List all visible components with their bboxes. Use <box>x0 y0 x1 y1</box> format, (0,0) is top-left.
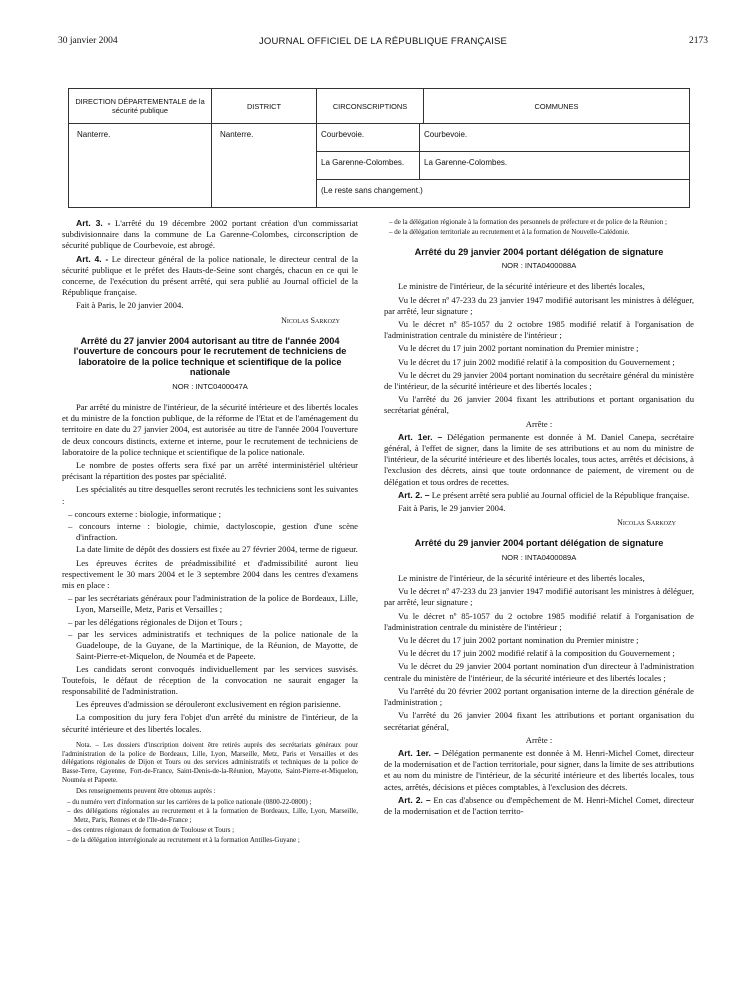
header-date: 30 janvier 2004 <box>58 36 118 46</box>
paragraph: Vu le décret nº 47-233 du 23 janvier 1947 modifié autorisant les ministres à déléguer, par arrêté, leur signature ; <box>384 586 694 608</box>
table-footer-note: (Le reste sans changement.) <box>317 179 689 207</box>
list-item: – par les services administratifs et techniques de la police nationale de la Guadeloupe, de la Guyane, de la Martinique, de la Réunion, de Mayotte, de Saint-Pierre-et-Miquelon, de Nouméa et de Papeete. <box>68 628 358 662</box>
circonscriptions-table <box>68 88 690 208</box>
paragraph: Vu le décret nº 85-1057 du 2 octobre 1985 modifié relatif à l'organisation de l'administration centrale du ministère de l'intérieur ; <box>384 318 694 341</box>
paragraph: Vu le décret du 17 juin 2002 portant nomination du Premier ministre ; <box>398 635 639 646</box>
list-item: – des délégations régionales au recrutement et à la formation de Bordeaux, Lille, Lyon, Marseille, Metz, Paris, Rennes et de l'Ile-de-France ; <box>67 807 358 825</box>
arrete-label: Arrête : <box>525 734 553 745</box>
art1-label: Art. 1er. – <box>398 431 443 442</box>
list-item: – de la délégation interrégionale au recrutement et à la formation Antilles-Guyane ; <box>67 835 300 844</box>
art1-label: Art. 1er. – <box>398 747 439 758</box>
list-item: – de la délégation territoriale au recrutement et à la formation de Nouvelle-Calédonie. <box>389 227 630 236</box>
art1-text: Délégation permanente est donnée à M. Henri-Michel Comet, directeur de la modernisation et de l'action territoriale, pour signer, dans la limite de ses attributions et au nom du ministre de l'intérieur, de la sécurité intérieure et des libertés locales, tous actes, arrêtés, décisions et pièces comptables, à l'exclusion des décrets. <box>384 747 694 792</box>
paragraph: Les épreuves écrites de préadmissibilité et d'admissibilité auront lieu respectivement le 30 mars 2004 et le 3 septembre 2004 dans les centres d'examens mis en place : <box>62 557 358 591</box>
paragraph: La composition du jury fera l'objet d'un arrêté du ministre de l'intérieur, de la sécurité intérieure et des libertés locales. <box>62 712 358 734</box>
art2-label: Art. 2. – <box>398 794 431 805</box>
paragraph: Vu le décret du 29 janvier 2004 portant nomination du secrétaire général du ministère de l'intérieur, de la sécurité intérieure et des libertés locales ; <box>384 369 694 391</box>
commune-cell: Courbevoie. <box>420 124 689 152</box>
paragraph: Des renseignements peuvent être obtenus auprès : <box>76 786 216 795</box>
th-circonscriptions: CIRCONSCRIPTIONS <box>317 89 424 124</box>
paragraph: Vu le décret nº 85-1057 du 2 octobre 1985 modifié relatif à l'organisation de l'administration centrale du ministère de l'intérieur ; <box>384 610 694 632</box>
page-header <box>58 36 708 50</box>
left-column <box>62 218 358 845</box>
circ-cell: Courbevoie. <box>317 124 419 152</box>
paragraph: Le ministre de l'intérieur, de la sécurité intérieure et des libertés locales, <box>398 573 645 584</box>
cell-district: Nanterre. <box>220 130 254 139</box>
paragraph: Par arrêté du ministre de l'intérieur, de la sécurité intérieure et des libertés locales et du ministre de la fonction publique, de la réforme de l'Etat et de l'aménagement du territoire en date du 27 janvier 2004, est autorisée au titre de l'année 2004 l'ouverture de deux concours distincts, externe et interne, pour le recrutement de techniciens de laboratoire de la police technique et scientifique de la police nationale. <box>62 402 358 457</box>
nor-reference: NOR : INTC0400047A <box>172 381 248 391</box>
paragraph: Vu l'arrêté du 26 janvier 2004 fixant les attributions et portant organisation du secrétariat général, <box>384 710 694 732</box>
th-district: DISTRICT <box>212 89 317 124</box>
th-communes: COMMUNES <box>424 89 690 124</box>
arrete-title: Arrêté du 29 janvier 2004 portant délégation de signature <box>414 538 664 549</box>
arrete-label: Arrête : <box>525 418 553 429</box>
paragraph: Le ministre de l'intérieur, de la sécurité intérieure et des libertés locales, <box>398 281 645 292</box>
art4-text: Le directeur général de la police nationale, le directeur central de la sécurité publique et le préfet des Hauts-de-Seine sont chargés, chacun en ce qui le concerne, de l'exécution du présent arrêté, qui sera publié au Journal officiel de la République française. <box>62 253 359 298</box>
list-item: – de la délégation régionale à la formation des personnels de préfecture et de police de la Réunion ; <box>389 218 667 226</box>
nor-reference: NOR : INTA0400089A <box>501 552 577 562</box>
arrete-title: Arrêté du 27 janvier 2004 autorisant au titre de l'année 2004 l'ouverture de concours pour le recrutement de techniciens de laboratoire de la police technique et scientifique de la police nationale <box>73 335 347 378</box>
signature: Nicolas Sarkozy <box>617 518 676 528</box>
journal-title: JOURNAL OFFICIEL DE LA RÉPUBLIQUE FRANÇAISE <box>258 36 508 47</box>
paragraph: La date limite de dépôt des dossiers est fixée au 27 février 2004, terme de rigueur. <box>76 544 358 555</box>
list-item: – du numéro vert d'information sur les carrières de la police nationale (0800-22-0800) ; <box>67 797 312 806</box>
paragraph: Les spécialités au titre desquelles seront recrutés les techniciens sont les suivantes : <box>62 484 358 506</box>
commune-cell: La Garenne-Colombes. <box>424 158 508 167</box>
page-number: 2173 <box>689 36 708 46</box>
paragraph: Vu le décret du 17 juin 2002 modifié relatif à la composition du Gouvernement ; <box>398 356 675 367</box>
nor-reference: NOR : INTA0400088A <box>501 261 577 271</box>
paragraph: Vu le décret nº 47-233 du 23 janvier 1947 modifié autorisant les ministres à déléguer, par arrêté, leur signature ; <box>384 294 694 316</box>
nota: Nota. – Les dossiers d'inscription doivent être retirés auprès des secrétariats généraux pour l'administration de la police de Bordeaux, Lille, Lyon, Marseille, Metz, Paris et Versailles et des délégations régionales de Dijon et Tours ou des services administratifs et techniques de la police de Basse-Terre, Cayenne, Fort-de-France, Saint-Denis-de-la-Réunion, Mayotte, Saint-Pierre-et-Miquelon, Nouméa et Papeete. <box>62 740 358 784</box>
paragraph: Vu le décret du 17 juin 2002 modifié relatif à la composition du Gouvernement ; <box>398 648 675 659</box>
art2-text: Le présent arrêté sera publié au Journal officiel de la République française. <box>431 489 690 500</box>
paragraph: Vu l'arrêté du 26 janvier 2004 fixant les attributions et portant organisation du secrétariat général, <box>384 394 694 416</box>
paragraph: Les candidats seront convoqués individuellement par les services susvisés. Toutefois, le défaut de réception de la convocation ne saurait engager la responsabilité de l'administration. <box>62 663 358 696</box>
paragraph: Vu le décret du 29 janvier 2004 portant nomination d'un directeur à l'administration centrale du ministère de l'intérieur, de la sécurité intérieure et des libertés locales ; <box>384 661 694 683</box>
list-item: – par les secrétariats généraux pour l'administration de la police de Bordeaux, Lille, Lyon, Marseille, Metz, Paris et Versailles ; <box>68 593 358 615</box>
art4-label: Art. 4. - <box>76 253 109 264</box>
paragraph: Vu l'arrêté du 20 février 2002 portant organisation interne de la direction générale de l'administration ; <box>384 685 694 708</box>
art2-label: Art. 2. – <box>398 489 430 500</box>
right-column <box>384 218 694 819</box>
list-item: – des centres régionaux de formation de Toulouse et Tours ; <box>67 825 235 834</box>
art1-text: Délégation permanente est donnée à M. Daniel Canepa, secrétaire général, à l'effet de signer, dans la limite de ses attributions et au nom du ministre de l'intérieur, de la sécurité intérieure et des libertés locales, tous actes, arrêtés et décisions, à l'exclusion des décrets, ainsi que toute ordonnance de paiement, de virement ou de délégation et tous ordres de recettes. <box>384 431 694 487</box>
arrete-title: Arrêté du 29 janvier 2004 portant délégation de signature <box>414 246 664 257</box>
art3-text: L'arrêté du 19 décembre 2002 portant création d'un commissariat subdivisionnaire dans la commune de La Garenne-Colombes, circonscription de sécurité publique de Courbevoie, est abrogé. <box>62 218 358 251</box>
list-item: – par les délégations régionales de Dijon et Tours ; <box>68 616 243 627</box>
paragraph: Vu le décret du 17 juin 2002 portant nomination du Premier ministre ; <box>398 343 639 354</box>
fait-a-paris: Fait à Paris, le 20 janvier 2004. <box>76 300 184 311</box>
cell-direction: Nanterre. <box>77 130 111 139</box>
art3-label: Art. 3. - <box>76 218 111 228</box>
list-item: – concours externe : biologie, informatique ; <box>68 508 221 519</box>
signature: Nicolas Sarkozy <box>281 315 340 325</box>
circ-cell: La Garenne-Colombes. <box>321 158 405 167</box>
fait-a-paris: Fait à Paris, le 29 janvier 2004. <box>398 502 506 513</box>
list-item: – concours interne : biologie, chimie, dactyloscopie, gestion d'une scène d'infraction. <box>68 521 358 543</box>
paragraph: Les épreuves d'admission se dérouleront exclusivement en région parisienne. <box>76 699 341 710</box>
art2-text: En cas d'absence ou d'empêchement de M. Henri-Michel Comet, directeur de la modernisation et de l'action territo- <box>384 794 694 816</box>
paragraph: Le nombre de postes offerts sera fixé par un arrêté interministériel ultérieur précisant la répartition des postes par spécialité. <box>62 460 358 482</box>
th-direction: DIRECTION DÉPARTEMENTALE de la sécurité publique <box>69 89 212 124</box>
